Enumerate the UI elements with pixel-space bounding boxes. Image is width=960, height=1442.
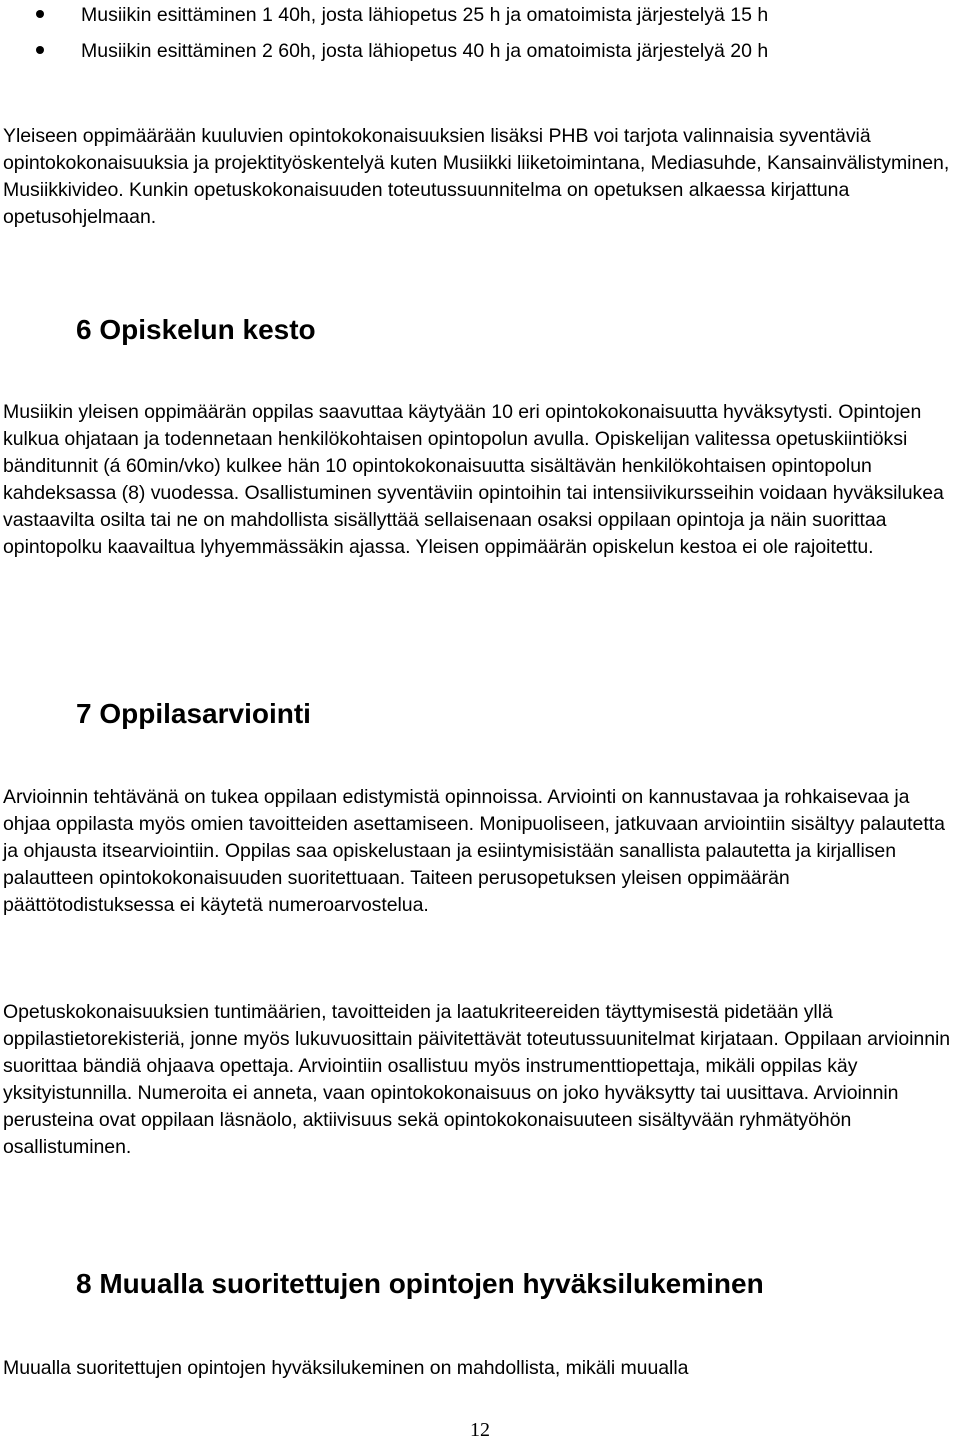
page-number: 12 [470, 1419, 490, 1441]
section-heading-kesto: 6 Opiskelun kesto [76, 314, 316, 345]
bullet-dot-icon [36, 46, 44, 54]
section-heading-hyvaksilukeminen: 8 Muualla suoritettujen opintojen hyväksilukeminen [76, 1268, 764, 1299]
bullet-list [0, 2, 768, 64]
kesto-paragraph: Musiikin yleisen oppimäärän oppilas saavuttaa käytyään 10 eri opintokokonaisuutta hyväksytysti. Opintojen kulkua ohjataan ja todennetaan henkilökohtaisen opintopolun avulla. Opiskelijan valitessa opetuskiintiöksi bänditunnit (á 60min/vko) kulkee hän 10 opintokokonaisuutta sisältävän henkilökohtaisen opintopolun kahdeksassa (8) vuodessa. Osallistuminen syventäviin opintoihin tai intensiivikursseihin voidaan hyväksilukea vastaavilta osilta tai ne on mahdollista sisällyttää sellaisenaan osaksi oppilaan opintoja ja näin suorittaa opintopolku kaavailtua lyhyemmässäkin ajassa. Yleisen oppimäärän opiskelun kestoa ei ole rajoitettu. [3, 401, 944, 558]
bullet-text: Musiikin esittäminen 2 60h, josta lähiopetus 40 h ja omatoimista järjestelyä 20 h [81, 40, 769, 62]
arviointi-paragraph-2: Opetuskokonaisuuksien tuntimäärien, tavoitteiden ja laatukriteereiden täyttymisestä pidetään yllä oppilastietorekisteriä, jonne myös lukuvuosittain päivitettävät toteutussuunitelmat kirjataan. Oppilaan arvioinnin suorittaa bändiä ohjaava opettaja. Arviointiin osallistuu myös instrumenttiopettaja, mikäli oppilas käy yksityistunnilla. Numeroita ei anneta, vaan opintokokonaisuus on joko hyväksytty tai uusittava. Arvioinnin perusteina ovat oppilaan läsnäolo, aktiivisuus sekä opintokokonaisuuteen sisältyvään ryhmätyöhön osallistuminen. [3, 1001, 951, 1158]
hyvaksilukeminen-paragraph: Muualla suoritettujen opintojen hyväksilukeminen on mahdollista, mikäli muualla [3, 1357, 689, 1379]
bullet-dot-icon [36, 10, 44, 18]
section-heading-arviointi: 7 Oppilasarviointi [76, 698, 311, 729]
bullet-item [0, 2, 768, 28]
bullet-text: Musiikin esittäminen 1 40h, josta lähiopetus 25 h ja omatoimista järjestelyä 15 h [81, 4, 769, 26]
intro-paragraph: Yleiseen oppimäärään kuuluvien opintokokonaisuuksien lisäksi PHB voi tarjota valinnaisia syventäviä opintokokonaisuuksia ja projektityöskentelyä kuten Musiikki liiketoimintana, Mediasuhde, Kansainvälistyminen, Musiikkivideo. Kunkin opetuskokonaisuuden toteutussuunnitelma on opetuksen alkaessa kirjattuna opetusohjelmaan. [3, 125, 950, 228]
bullet-item [0, 38, 768, 64]
arviointi-paragraph-1: Arvioinnin tehtävänä on tukea oppilaan edistymistä opinnoissa. Arviointi on kannustavaa ja rohkaisevaa ja ohjaa oppilasta myös omien tavoitteiden asettamiseen. Monipuoliseen, jatkuvaan arviointiin sisältyy palautetta ja ohjausta itsearviointiin. Oppilas saa opiskelustaan ja esiintymisistään sanallista palautetta ja kirjallisen palautteen opintokokonaisuuden suoritettuaan. Taiteen perusopetuksen yleisen oppimäärän päättötodistuksessa ei käytetä numeroarvostelua. [3, 786, 945, 916]
